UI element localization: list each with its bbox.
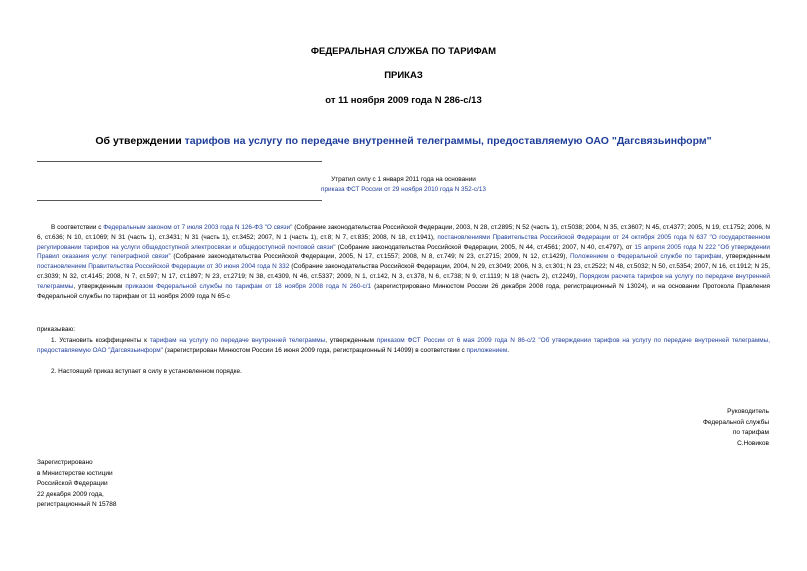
preamble-text: , утвержденным (721, 253, 770, 261)
status-repeal-link[interactable]: приказа ФСТ России от 29 ноября 2010 года N 352-с/13 (321, 186, 486, 193)
signature-line: Руководитель (727, 408, 769, 415)
preamble-text: (Собрание законодательства Российской Федерации, 2005, N 17, ст.1557; 2008, N 8, ст.749; N 23, ст.2715; 2009, N 12, ст.1429), (170, 253, 570, 261)
link-government-decree-637[interactable]: постановлениями Правительства Российской Федерации от 24 октября 2005 года N 637 "О государственном регулировании тарифов на услуги общедоступной электросвязи и общедоступной почтовой связи" (37, 233, 770, 251)
registration-line: 22 декабря 2009 года, (37, 490, 104, 498)
status-line: Утратил силу с 1 января 2011 года на основании (331, 176, 476, 183)
registration-block (37, 458, 117, 511)
document-date-number: от 11 ноября 2009 года N 286-с/13 (325, 95, 482, 106)
registration-line: в Министерстве юстиции (37, 469, 113, 477)
signature-line: Федеральной службы (702, 418, 769, 426)
divider-bottom (37, 200, 322, 201)
item-1-text: , утвержденным (325, 337, 377, 344)
link-law-on-communications[interactable]: Федеральным законом от 7 июля 2003 года N 126-ФЗ "О связи" (103, 224, 293, 231)
signature-block (703, 407, 769, 449)
link-fst-order-86[interactable]: приказом ФСТ России от 6 мая 2009 года N 86-с/2 "Об утверждении тарифов на услугу по передаче внутренней телеграммы, предоставляемую ОАО "Дагсвязьинформ" (37, 337, 771, 354)
document-type: ПРИКАЗ (384, 70, 423, 81)
preamble-text: (Собрание законодательства Российской Федерации, 2005, N 44, ст.4561; 2007, N 40, ст.4797), от (335, 243, 635, 251)
preamble-text: (зарегистрировано Минюстом России 26 декабря 2008 года, регистрационный N 13024), и на основании Протокола Правления Федеральной службы по тарифам от 11 ноября 2009 года N 65-с (37, 282, 770, 300)
registration-line: регистрационный N 15788 (37, 501, 117, 508)
item-1-text: . (507, 346, 510, 354)
signature-name: С.Новиков (737, 439, 769, 447)
link-tariff-calculation-procedure[interactable]: Порядком расчета тарифов на услугу по передаче внутренней телеграммы (37, 272, 770, 290)
registration-line: Российской Федерации (37, 480, 108, 487)
preamble-text: В соответствии с (51, 224, 104, 231)
link-fst-order-260[interactable]: приказом Федеральной службы по тарифам от 18 ноября 2008 года N 260-с/1 (125, 282, 372, 290)
link-government-decree-332[interactable]: постановлением Правительства Российской Федерации от 30 июня 2004 года N 332 (37, 263, 290, 271)
link-fst-regulation[interactable]: Положением о Федеральной службе по тарифам (569, 253, 722, 261)
link-government-decree-222[interactable]: 15 апреля 2005 года N 222 "Об утверждении Правил оказания услуг телеграфной связи" (37, 243, 770, 261)
preamble-paragraph (37, 223, 770, 301)
status-note (0, 175, 807, 195)
link-appendix[interactable]: приложением (466, 346, 508, 354)
preamble-text: (Собрание законодательства Российской Федерации, 2004, N 29, ст.3049; 2006, N 3, ст.301; N 23, ст.2522; N 48, ст.5032; N 50, ст.5354; 2007, N 16, ст.1912; N 25, ст.3039; N 32, ст.4145; 2008, N 7, ст.597; N 17, ст.1897; N 23, ст.2719; N 38, ст.4309, N 46, ст.5337; 2009, N 1, ст.142, N 3, ст.378, N 6, ст.738; N 9, ст.1119; N 18 (часть 2), ст.2249), (37, 263, 771, 280)
preamble-text: (Собрание законодательства Российской Федерации, 2003, N 28, ст.2895; N 52 (часть 1), ст.5038; 2004, N 35, ст.3607; N 45, ст.4377; 2005, N 19, ст.1752; 2006, N 6, ст.636; N 10, ст.1069; N 31 (часть 1), ст.3431; N 31 (часть 1), ст.3452; 2007, N 1 (часть 1), ст.8; N 7, ст.835; 2008, N 18, ст.1941), (37, 224, 770, 241)
item-1-text: 1. Установить коэффициенты к (51, 337, 150, 344)
item-1-text: (зарегистрирован Минюстом России 16 июня 2009 года, регистрационный N 14099) в соответствии с (162, 346, 467, 354)
item-2-paragraph: 2. Настоящий приказ вступает в силу в установленном порядке. (51, 368, 242, 375)
item-1-paragraph (37, 336, 770, 356)
signature-line: по тарифам (732, 429, 769, 436)
title-prefix: Об утверждении (95, 135, 185, 147)
agency-name: ФЕДЕРАЛЬНАЯ СЛУЖБА ПО ТАРИФАМ (310, 46, 497, 57)
divider-top (37, 161, 322, 162)
order-word: приказываю: (37, 326, 75, 333)
title-link[interactable]: тарифов на услугу по передаче внутренней телеграммы, предоставляемую ОАО "Дагсвязьинформ" (184, 135, 712, 147)
document-title (0, 135, 807, 147)
link-tariffs[interactable]: тарифам на услугу по передаче внутренней телеграммы (149, 337, 326, 344)
registration-line: Зарегистрировано (37, 459, 93, 466)
preamble-text: , утвержденным (73, 282, 126, 290)
